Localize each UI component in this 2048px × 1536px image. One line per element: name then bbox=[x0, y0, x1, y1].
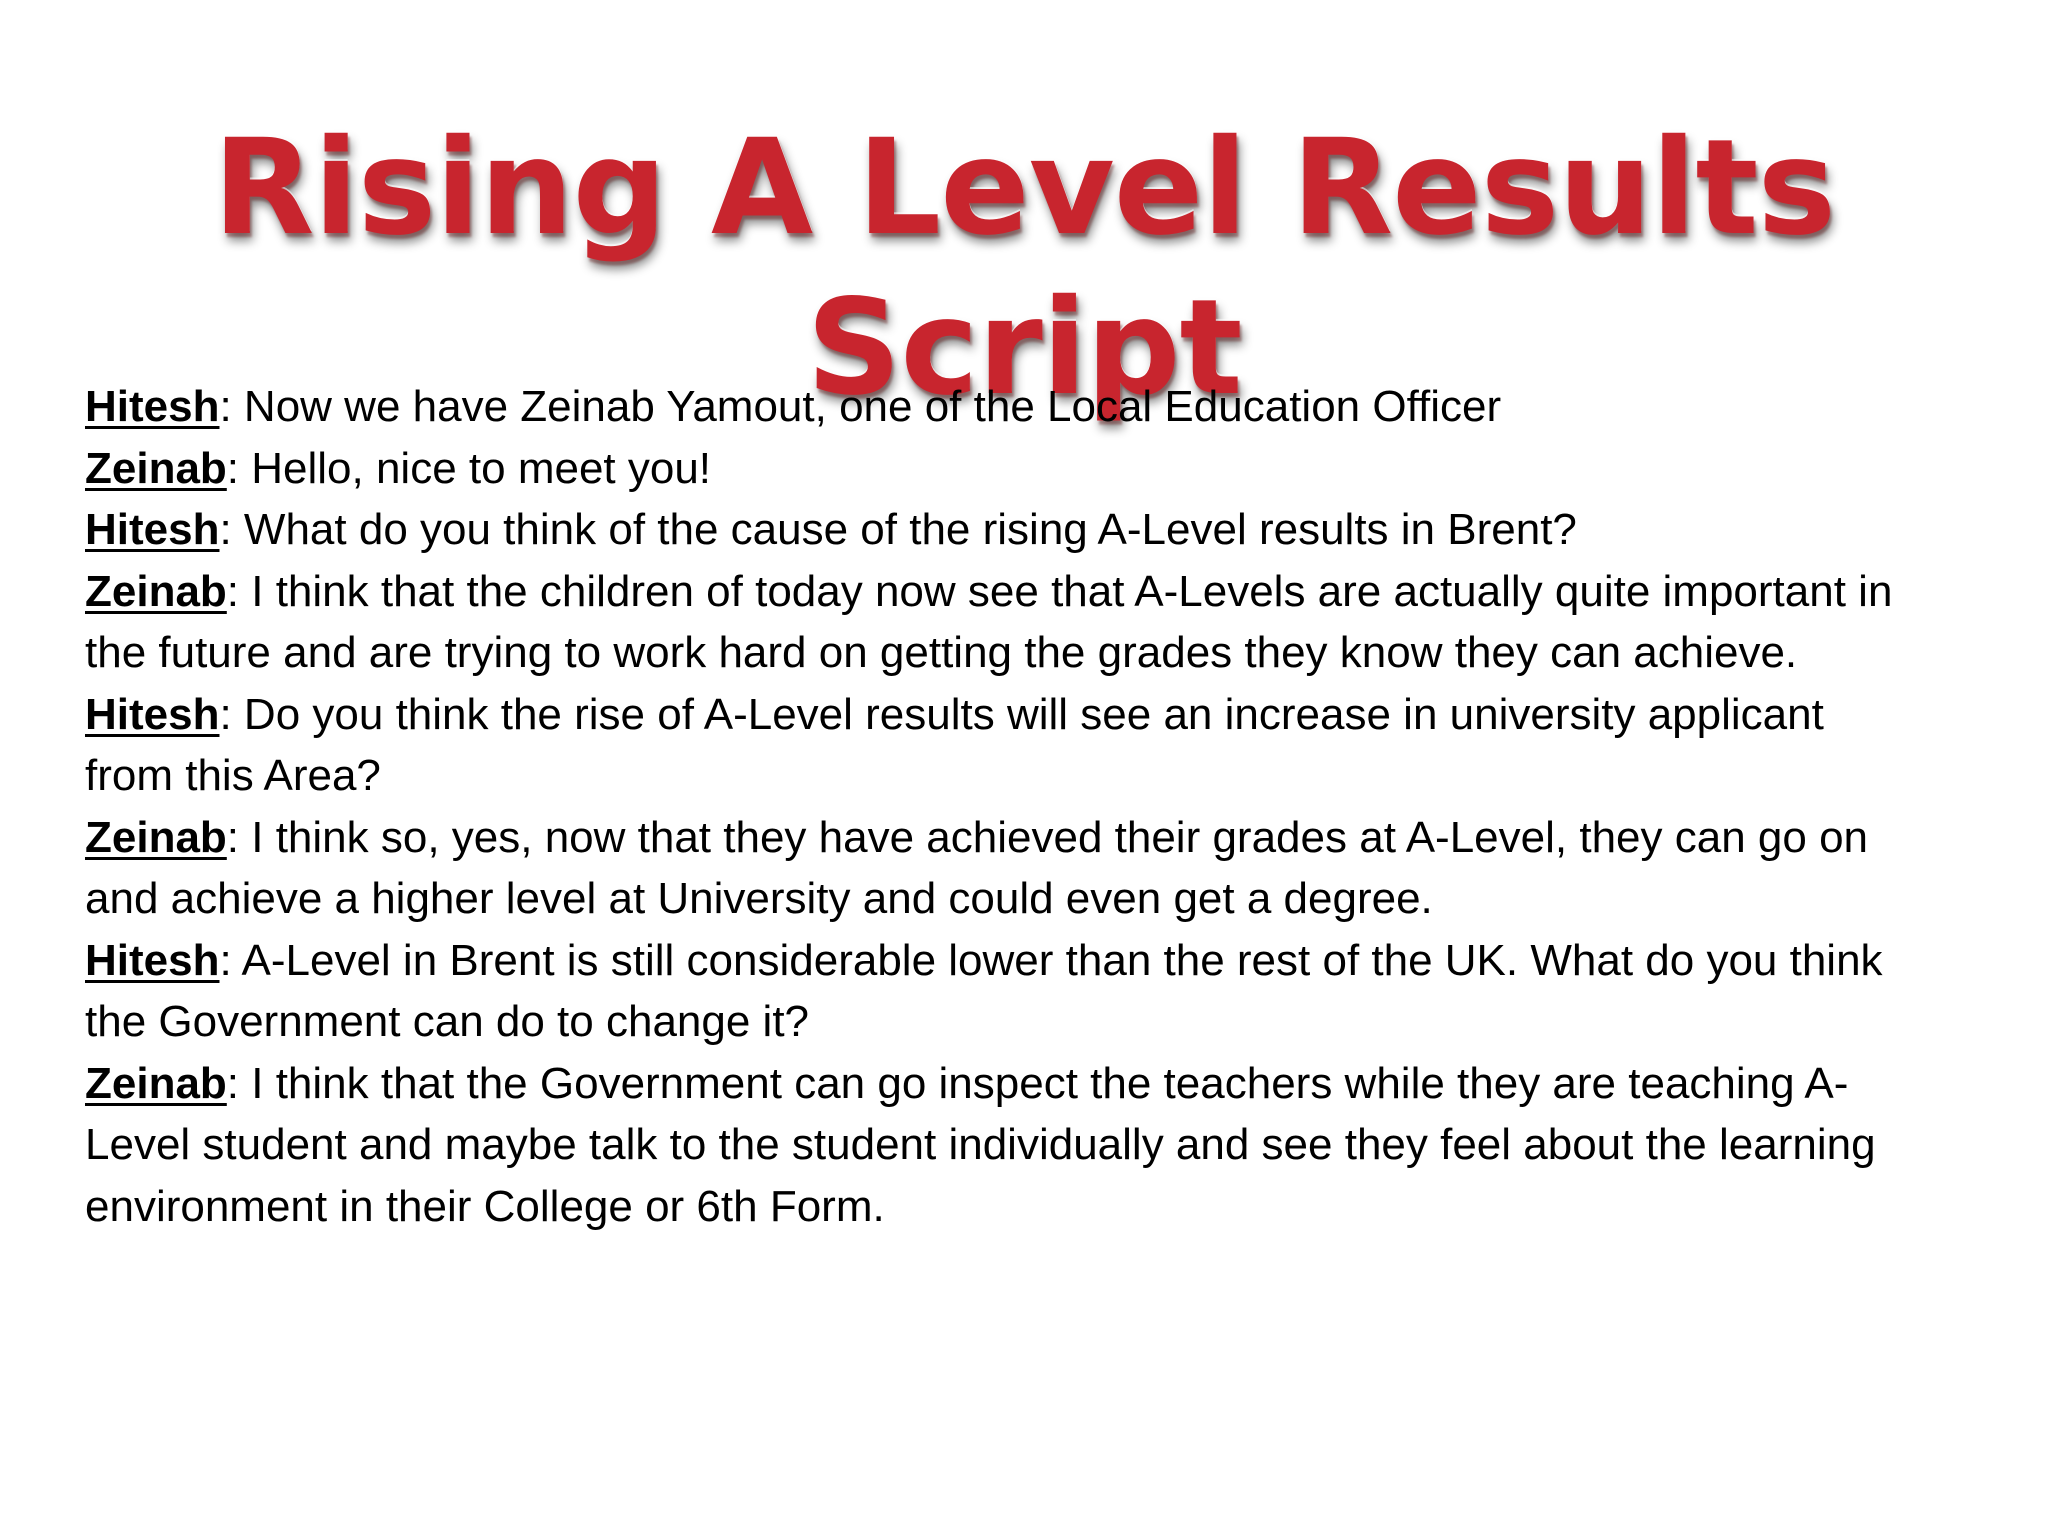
line-text: : I think that the children of today now see that A-Levels are actually quite important in the future and are trying to work hard on getting the grades they know they can achieve. bbox=[85, 566, 1893, 677]
speaker-name: Zeinab bbox=[85, 1058, 227, 1108]
line-text: : What do you think of the cause of the rising A-Level results in Brent? bbox=[219, 505, 1577, 554]
line-text: : A-Level in Brent is still considerable lower than the rest of the UK. What do you think the Government can do to change it? bbox=[85, 935, 1883, 1046]
speaker-name: Hitesh bbox=[85, 935, 220, 985]
speaker-name: Zeinab bbox=[85, 812, 227, 862]
script-line bbox=[85, 499, 1905, 561]
script-line bbox=[85, 1053, 1905, 1238]
script-line bbox=[85, 438, 1905, 500]
script-line bbox=[85, 376, 1905, 438]
speaker-name: Hitesh bbox=[85, 382, 220, 431]
script-line bbox=[85, 930, 1905, 1053]
line-text: : Hello, nice to meet you! bbox=[226, 443, 712, 493]
script-line bbox=[85, 684, 1905, 807]
line-text: : Now we have Zeinab Yamout, one of the Local Education Officer bbox=[219, 382, 1502, 431]
line-text: : Do you think the rise of A-Level results will see an increase in university applicant from this Area? bbox=[85, 689, 1824, 800]
script-line bbox=[85, 561, 1905, 684]
line-text: : I think that the Government can go inspect the teachers while they are teaching A-Level student and maybe talk to the student individually and see they feel about the learning environment in their College or 6th Form. bbox=[85, 1058, 1876, 1231]
slide-title: Rising A Level Results Script bbox=[212, 111, 1836, 425]
line-text: : I think so, yes, now that they have achieved their grades at A-Level, they can go on and achieve a higher level at University and could even get a degree. bbox=[85, 812, 1869, 923]
speaker-name: Zeinab bbox=[85, 443, 227, 493]
interview-script bbox=[85, 376, 1905, 1237]
speaker-name: Hitesh bbox=[85, 505, 220, 554]
speaker-name: Hitesh bbox=[85, 689, 220, 739]
speaker-name: Zeinab bbox=[85, 566, 227, 616]
script-line bbox=[85, 807, 1905, 930]
